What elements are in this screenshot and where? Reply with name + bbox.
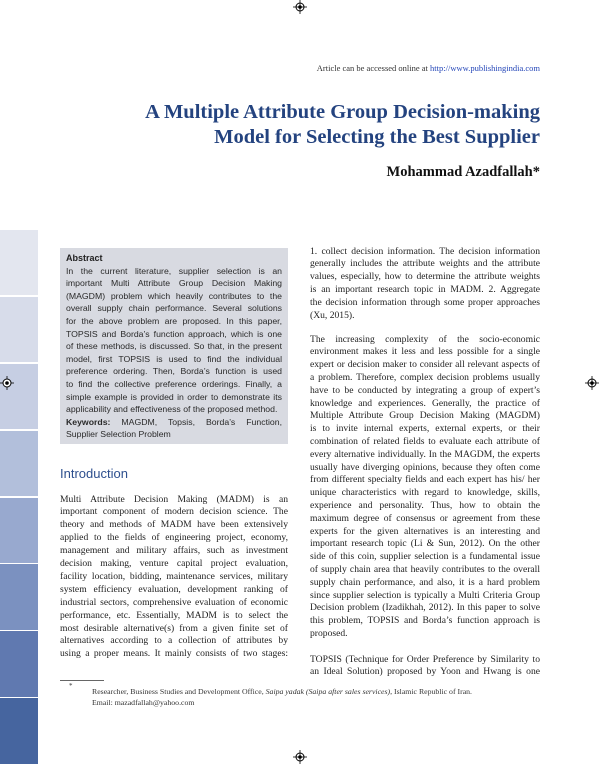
- affiliation-country: , Islamic Republic of Iran.: [390, 686, 472, 696]
- abstract-line: (MAGDM) problem which heavily contributes to the: [66, 290, 282, 301]
- body-line: proposed.: [310, 627, 348, 639]
- body-line: The increasing complexity of the socio-economic: [310, 333, 540, 345]
- body-line: Multi Attribute Decision Making (MADM) is an: [60, 493, 288, 505]
- paper-title-line-1: A Multiple Attribute Group Decision-making: [145, 100, 540, 123]
- abstract-line: model, first TOPSIS is used to find the individual: [66, 353, 282, 364]
- body-line: theory and methods of MADM have been extensively: [60, 519, 288, 531]
- body-line: is to invite internal experts, external experts, or their: [310, 423, 540, 435]
- body-line: applied to the fields of engineering project, economy,: [60, 532, 288, 544]
- abstract-line: simple example is provided in order to demonstrate its: [66, 391, 282, 402]
- abstract-line: important Multi Attribute Group Decision Making: [66, 278, 282, 289]
- body-line: side of this coin, supplier selection is a fundamental issue: [310, 551, 540, 563]
- affiliation-company: Saipa yadak (Saipa after sales services): [265, 686, 391, 696]
- body-line: performance, etc. Essentially, MADM is to select the: [60, 609, 288, 621]
- registration-mark-bottom-icon: [293, 750, 307, 764]
- body-line: Decision problem (Izadikhah, 2012). In this paper to solve: [310, 602, 540, 614]
- body-line: every alternative individually. In the MAGDM, the experts: [310, 448, 540, 460]
- registration-mark-left-icon: [0, 376, 14, 390]
- author-affiliation: [92, 686, 472, 697]
- body-line: TOPSIS (Technique for Order Preference by Similarity to: [310, 653, 540, 665]
- registration-mark-top-icon: [293, 0, 307, 14]
- abstract-text: [66, 265, 282, 417]
- body-line: important research topic (Li & Sun, 2012). On the other: [310, 538, 540, 550]
- body-line: decision making, venture capital project evaluation,: [60, 558, 288, 569]
- right-paragraph-1: [310, 246, 540, 326]
- body-line: supply chain performance, and also, it is a hard problem: [310, 576, 540, 588]
- body-line: environment makes it less and less possible for a single: [310, 346, 540, 358]
- body-line: combination of related fields to evaluate each attribute of: [310, 435, 540, 447]
- body-line: experts for the given alternatives is an interesting and: [310, 525, 540, 537]
- side-strip-block: [0, 431, 38, 496]
- access-text: Article can be accessed online at: [316, 63, 431, 73]
- body-line: experience and personality. Thus, how to obtain the: [310, 499, 540, 511]
- body-line: maximum degree of consensus or agreement from these: [310, 512, 540, 524]
- access-note: [200, 62, 540, 74]
- abstract-line: In the current literature, supplier selection is an: [66, 265, 282, 276]
- body-line: a problem. Therefore, complex decision problems usually: [310, 371, 540, 383]
- body-line: expert or decision maker to consider all relevant aspects of: [310, 359, 540, 371]
- abstract-line: of these methods, is discussed. So that, in the present: [66, 341, 282, 352]
- author-email: Email: mazadfallah@yahoo.com: [92, 698, 195, 707]
- paper-title-line-2: Model for Selecting the Best Supplier: [214, 125, 540, 148]
- body-line: is an important research topic in MADM. 2. Aggregate: [310, 283, 540, 295]
- keywords: [66, 416, 282, 442]
- body-line: management and military affairs, such as investment: [60, 545, 288, 557]
- body-line: important component of modern decision science. The: [60, 506, 288, 518]
- body-line: generally includes the attribute weights and the attribute: [310, 258, 540, 270]
- side-strip-block: [0, 297, 38, 362]
- body-line: system efficiency evaluation, development ranking of: [60, 583, 288, 595]
- side-strip-block: [0, 564, 38, 629]
- body-line: unique characteristics with regard to knowledge, skills,: [310, 487, 540, 499]
- body-line: 1. collect decision information. The decision information: [310, 245, 540, 257]
- keywords-line: Supplier Selection Problem: [66, 429, 171, 440]
- author-name: Mohammad Azadfallah*: [386, 164, 540, 180]
- side-strip-block: [0, 230, 38, 295]
- publisher-link[interactable]: http://www.publishingindia.com: [430, 63, 540, 73]
- body-line: alternatives according to a collection of attributes by: [60, 635, 288, 647]
- footnote-rule: [60, 680, 104, 681]
- abstract-line: overall supply chain performance. Several solutions: [66, 303, 282, 314]
- body-line: an Ideal Solution) proposed by Yoon and Hwang is one: [310, 666, 540, 678]
- abstract-heading: Abstract: [66, 253, 103, 263]
- body-line: from different specialty fields and each expert has his/ her: [310, 474, 540, 486]
- body-line: usually have diverging opinions, because they often come: [310, 461, 540, 473]
- introduction-paragraph: [60, 494, 288, 664]
- keywords-line: [66, 416, 282, 429]
- keywords-text: MAGDM, Topsis, Borda’s Function,: [121, 416, 282, 427]
- abstract-line: for the above problem are proposed. In this paper,: [66, 316, 282, 327]
- keywords-label: Keywords:: [66, 416, 111, 427]
- body-line: Multiple Attribute Group Decision Making (MAGDM): [310, 410, 540, 422]
- abstract-line: applicability and effectiveness of the proposed method.: [66, 404, 278, 415]
- side-strip-block: [0, 698, 38, 763]
- body-line: industrial sectors, comprehensive evaluation of economic: [60, 596, 288, 608]
- body-line: the decision information through some proper approaches: [310, 296, 540, 308]
- body-line: most desirable alternative(s) from a given finite set of: [60, 622, 288, 634]
- side-strip-block: [0, 631, 38, 696]
- abstract-line: preference ordering. Then, Borda’s function is used: [66, 366, 282, 377]
- section-heading-introduction: Introduction: [60, 466, 128, 481]
- side-color-strip: [0, 230, 38, 765]
- right-paragraph-3: [310, 654, 540, 682]
- body-line: have to be conducted by integrating a group of expert’s: [310, 384, 540, 396]
- registration-mark-right-icon: [585, 376, 599, 390]
- body-line: since supplier selection is typically a Multi Criteria Group: [310, 589, 540, 601]
- abstract-line: to find the collective preference orderings. Finally, a: [66, 379, 282, 390]
- body-line: (Xu, 2015).: [310, 309, 355, 321]
- side-strip-block: [0, 364, 38, 429]
- abstract-line: TOPSIS and Borda’s function approach, which is one: [66, 328, 282, 339]
- body-line: knowledge and experiences. Generally, the practice of: [310, 397, 540, 409]
- body-line: values, especially, how to determine the attribute weights: [310, 271, 540, 283]
- body-line: facility location, bidding, maintenance services, military: [60, 570, 288, 582]
- body-line: using a proper means. It mainly consists of two stages:: [60, 648, 288, 660]
- body-line: this problem, TOPSIS and Borda’s function approach is: [310, 615, 540, 627]
- footnote-marker: *: [69, 682, 73, 690]
- body-line: of supply chain area that heavily contributes to the overall: [310, 563, 540, 575]
- right-paragraph-2: [310, 334, 540, 644]
- side-strip-block: [0, 498, 38, 563]
- affiliation-text: Researcher, Business Studies and Development Office,: [92, 686, 266, 696]
